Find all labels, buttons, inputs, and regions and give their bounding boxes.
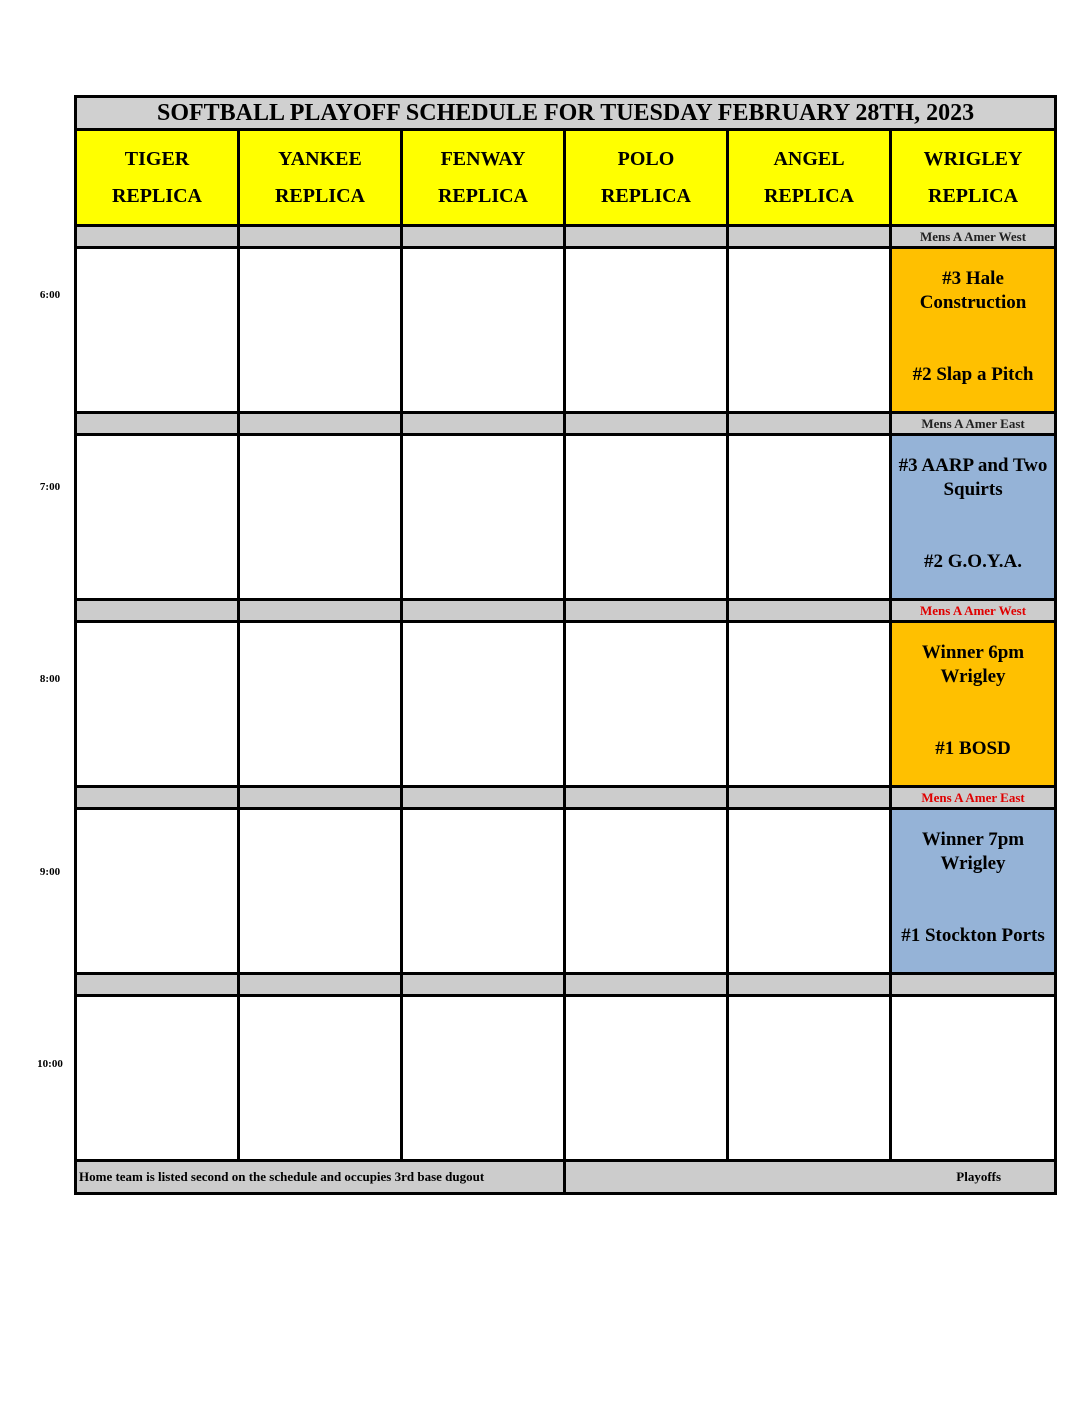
division-label: Mens A Amer East: [891, 787, 1056, 809]
division-label: Mens A Amer West: [891, 600, 1056, 622]
gap-cell: [76, 413, 239, 435]
gap-cell: [891, 974, 1056, 996]
field-sub: REPLICA: [763, 184, 854, 207]
field-sub: REPLICA: [111, 184, 202, 207]
time-label: 7:00: [39, 481, 61, 493]
empty-slot: [76, 996, 239, 1161]
schedule-table: [74, 95, 1057, 1195]
gap-cell: [402, 226, 565, 248]
gap-cell: [239, 226, 402, 248]
empty-slot: [728, 622, 891, 787]
gap-cell: [565, 787, 728, 809]
field-sub: REPLICA: [274, 184, 365, 207]
gap-cell: [402, 413, 565, 435]
game-cell: [891, 435, 1056, 600]
time-label: 10:00: [37, 1058, 63, 1070]
field-header-angel: [728, 130, 891, 226]
empty-slot: [239, 248, 402, 413]
empty-slot: [565, 435, 728, 600]
away-team: #3 Hale Construction: [919, 268, 1027, 313]
gap-cell: [76, 600, 239, 622]
schedule-title: SOFTBALL PLAYOFF SCHEDULE FOR TUESDAY FEBRUARY 28TH, 2023: [76, 97, 1056, 130]
game-cell: [891, 809, 1056, 974]
time-label: 9:00: [39, 866, 61, 878]
empty-slot: [402, 435, 565, 600]
division-label: Mens A Amer East: [891, 413, 1056, 435]
empty-slot: [565, 248, 728, 413]
field-header-tiger: [76, 130, 239, 226]
empty-slot: [402, 248, 565, 413]
time-label: 8:00: [39, 673, 61, 685]
empty-slot: [402, 622, 565, 787]
field-sub: REPLICA: [437, 184, 528, 207]
empty-slot: [239, 435, 402, 600]
footer-note: Home team is listed second on the schedule and occupies 3rd base dugout: [76, 1161, 565, 1194]
empty-slot: [402, 809, 565, 974]
empty-slot: [728, 435, 891, 600]
field-header-wrigley: [891, 130, 1056, 226]
gap-cell: [565, 226, 728, 248]
home-team: #1 BOSD: [935, 738, 1011, 759]
field-name: WRIGLEY: [923, 147, 1023, 170]
empty-slot: [728, 996, 891, 1161]
field-header-yankee: [239, 130, 402, 226]
time-label: 6:00: [39, 289, 61, 301]
field-name: TIGER: [124, 147, 190, 170]
empty-slot: [728, 248, 891, 413]
gap-cell: [728, 226, 891, 248]
game-cell: [891, 622, 1056, 787]
game-cell: [891, 248, 1056, 413]
empty-slot: [402, 996, 565, 1161]
empty-slot: [76, 809, 239, 974]
field-name: YANKEE: [278, 147, 362, 170]
gap-cell: [402, 787, 565, 809]
field-name: FENWAY: [440, 147, 526, 170]
gap-cell: [565, 974, 728, 996]
field-name: ANGEL: [773, 147, 845, 170]
empty-slot: [76, 248, 239, 413]
empty-slot: [565, 622, 728, 787]
gap-cell: [239, 413, 402, 435]
empty-slot: [76, 622, 239, 787]
empty-slot: [239, 622, 402, 787]
empty-slot: [565, 809, 728, 974]
gap-cell: [402, 600, 565, 622]
field-name: POLO: [617, 147, 675, 170]
footer-label: Playoffs: [565, 1161, 1056, 1194]
empty-slot: [76, 435, 239, 600]
gap-cell: [728, 974, 891, 996]
gap-cell: [239, 600, 402, 622]
empty-slot: [891, 996, 1056, 1161]
gap-cell: [76, 974, 239, 996]
away-team: Winner 7pm Wrigley: [921, 829, 1025, 874]
home-team: #2 G.O.Y.A.: [924, 551, 1023, 572]
away-team: Winner 6pm Wrigley: [921, 642, 1025, 687]
division-label: Mens A Amer West: [891, 226, 1056, 248]
field-sub: REPLICA: [600, 184, 691, 207]
field-header-polo: [565, 130, 728, 226]
gap-cell: [728, 600, 891, 622]
empty-slot: [239, 809, 402, 974]
gap-cell: [239, 787, 402, 809]
empty-slot: [565, 996, 728, 1161]
home-team: #1 Stockton Ports: [901, 925, 1045, 946]
empty-slot: [728, 809, 891, 974]
gap-cell: [76, 226, 239, 248]
gap-cell: [728, 413, 891, 435]
field-header-fenway: [402, 130, 565, 226]
gap-cell: [402, 974, 565, 996]
away-team: #3 AARP and Two Squirts: [898, 455, 1048, 500]
schedule-sheet: [74, 95, 1054, 1227]
gap-cell: [76, 787, 239, 809]
gap-cell: [728, 787, 891, 809]
home-team: #2 Slap a Pitch: [912, 364, 1034, 385]
gap-cell: [239, 974, 402, 996]
empty-slot: [239, 996, 402, 1161]
gap-cell: [565, 413, 728, 435]
gap-cell: [565, 600, 728, 622]
field-sub: REPLICA: [928, 184, 1019, 207]
